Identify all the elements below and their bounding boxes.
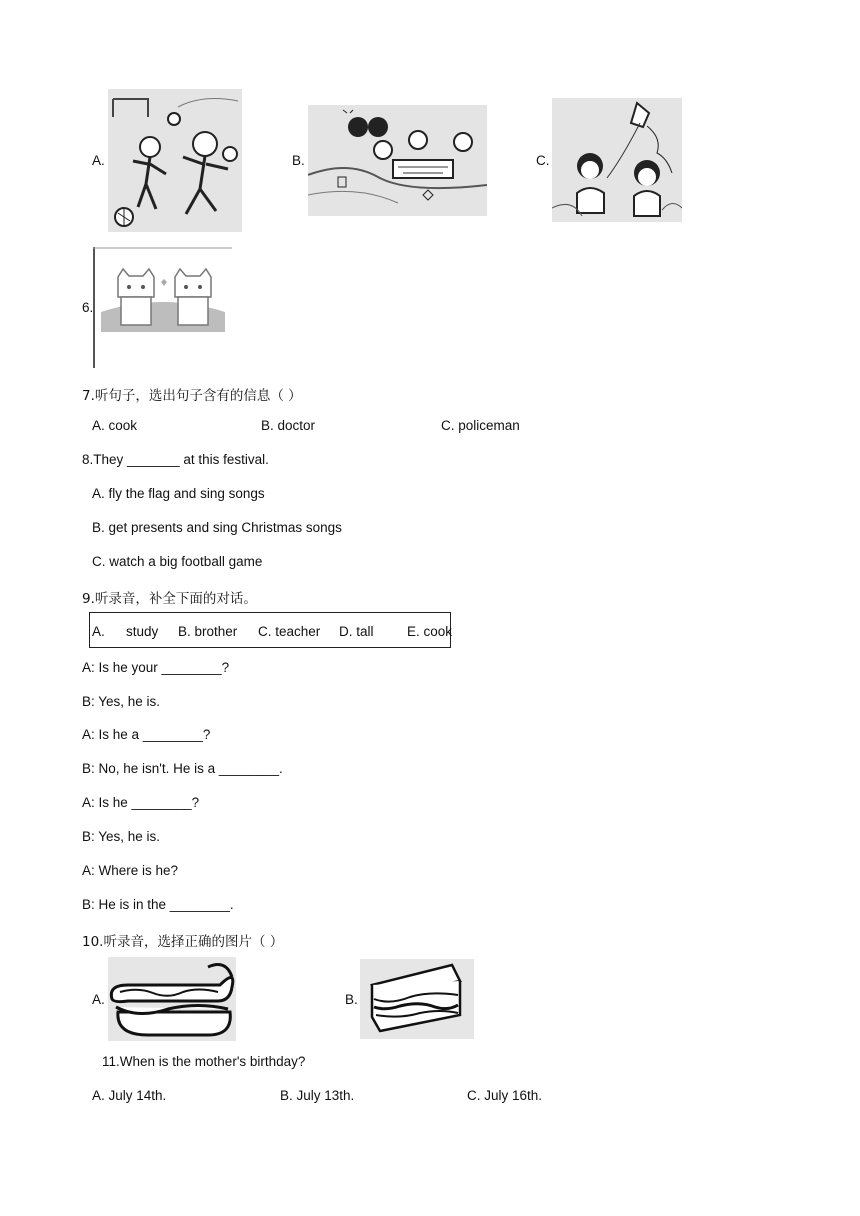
question-9-prompt: 9.听录音，补全下面的对话。	[82, 591, 257, 607]
question-10-prompt: 10.听录音，选择正确的图片（ ）	[82, 934, 284, 950]
question-7-option-c[interactable]: C. policeman	[441, 418, 520, 433]
word-bank-item-teacher: C. teacher	[258, 624, 321, 639]
dialogue-line: B: He is in the ________.	[82, 897, 234, 912]
dialogue-line: A: Is he ________?	[82, 795, 200, 810]
hot-dog-picture[interactable]	[108, 957, 236, 1041]
word-bank-item-tall: D. tall	[339, 624, 374, 639]
question-8-prompt: 8.They _______ at this festival.	[82, 452, 269, 467]
two-cats-picture[interactable]	[93, 247, 232, 368]
kids-flying-kite-picture[interactable]	[552, 98, 682, 222]
dialogue-line: B: Yes, he is.	[82, 829, 161, 844]
question-8-option-c[interactable]: C. watch a big football game	[92, 554, 263, 569]
option-letter-a[interactable]: A.	[92, 992, 105, 1007]
question-8-option-a[interactable]: A. fly the flag and sing songs	[92, 486, 265, 501]
question-7-prompt: 7.听句子，选出句子含有的信息（ ）	[82, 388, 302, 404]
dialogue-line: A: Is he your ________?	[82, 660, 230, 675]
word-bank-item-study: study	[126, 624, 159, 639]
question-11-option-a[interactable]: A. July 14th.	[92, 1088, 167, 1103]
question-7-option-a[interactable]: A. cook	[92, 418, 138, 433]
question-8-option-b[interactable]: B. get presents and sing Christmas songs	[92, 520, 342, 535]
dialogue-line: A: Is he a ________?	[82, 727, 211, 742]
word-bank-item-a: A.	[92, 624, 105, 639]
question-11-prompt: 11.When is the mother's birthday?	[102, 1054, 306, 1069]
word-bank-item-brother: B. brother	[178, 624, 238, 639]
kids-playing-football-picture[interactable]	[108, 89, 242, 232]
option-letter-a[interactable]: A.	[92, 153, 105, 168]
option-letter-b[interactable]: B.	[345, 992, 358, 1007]
question-11-option-b[interactable]: B. July 13th.	[280, 1088, 355, 1103]
question-7-option-b[interactable]: B. doctor	[261, 418, 316, 433]
question-6-number: 6.	[82, 300, 94, 315]
family-picnic-picture[interactable]	[308, 105, 487, 216]
sandwich-picture[interactable]	[360, 959, 474, 1039]
option-letter-c[interactable]: C.	[536, 153, 550, 168]
dialogue-line: B: No, he isn't. He is a ________.	[82, 761, 283, 776]
question-11-option-c[interactable]: C. July 16th.	[467, 1088, 543, 1103]
option-letter-b[interactable]: B.	[292, 153, 305, 168]
word-bank-item-cook: E. cook	[407, 624, 453, 639]
dialogue-line: B: Yes, he is.	[82, 694, 161, 709]
dialogue-line: A: Where is he?	[82, 863, 179, 878]
